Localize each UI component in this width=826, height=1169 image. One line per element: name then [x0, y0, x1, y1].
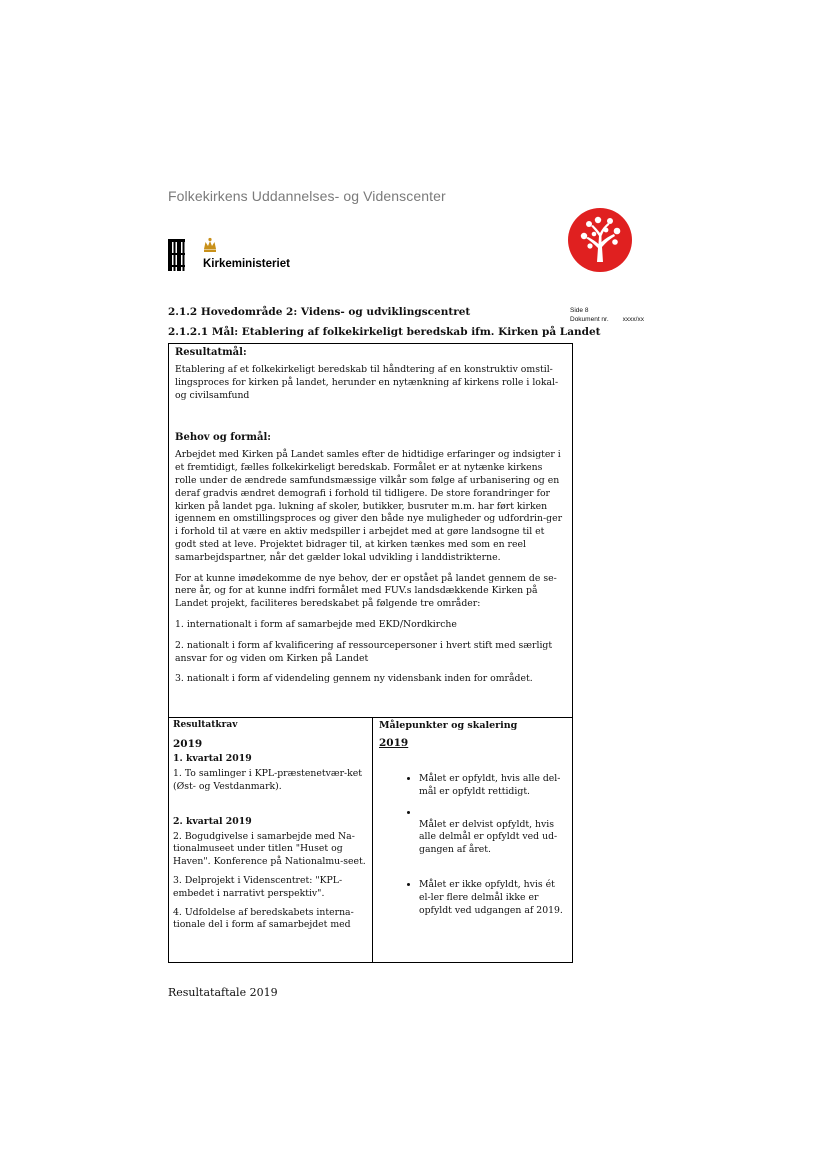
goal-section — [169, 344, 572, 718]
measurement-list — [379, 773, 566, 917]
section-heading: 2.1.2 Hovedområde 2: Videns- og udviklingscentret — [168, 306, 471, 318]
measurement-label: Målepunkter og skalering — [379, 720, 518, 731]
document-value: xxxx/xx — [622, 316, 644, 323]
purpose-item: 2. nationalt i form af kvalificering af ressourcepersoner i hvert stift med særligt ansvar for og viden om Kirken på Landet — [175, 639, 553, 664]
purpose-label: Behov og formål: — [175, 432, 271, 444]
purpose-item: 1. internationalt i form af samarbejde med EKD/Nordkirche — [175, 618, 457, 630]
purpose-paragraph-2: For at kunne imødekomme de nye behov, der er opstået på landet gennem de se-nere år, og for at kunne indfri formålet med FUV.s landsdækkende Kirken på Landet projekt, faciliteres beredskabet på følgende tre områder: — [175, 572, 557, 610]
measurement-column — [373, 718, 572, 962]
measurement-bullet: • Målet er ikke opfyldt, hvis ét el-ler flere delmål ikke er opfyldt ved udgangen af 2019. — [419, 879, 566, 917]
document-label: Dokument nr. — [570, 316, 609, 323]
result-table — [168, 343, 573, 963]
requirement-item: 4. Udfoldelse af beredskabets interna-tionale del i form af samarbejdet med — [173, 906, 354, 931]
measurement-bullet: • Målet er opfyldt, hvis alle del-mål er opfyldt rettidigt. — [419, 773, 566, 799]
purpose-paragraph-1: Arbejdet med Kirken på Landet samles efter de hidtidige erfaringer og indsigter i et fremtidigt, fælles folkekirkeligt beredskab. Formålet er at nytænke kirkens rolle under de ændrede samfundsmæssige vilkår som følge af urbanisering og en deraf gradvis ændret demografi i forhold til tidligere. De store forandringer for kirken på landet pga. lukning af skoler, butikker, busruter m.m. har ført kirken igennem en omstillingsproces og giver den både nye muligheder og udfordrin-ger i forhold til at være en aktiv medspiller i arbejdet med at gøre landsogne til et godt sted at leve. Projektet bidrager til, at kirken tænkes med som en reel samarbejdspartner, når det gælder lokal udvikling i landdistrikterne. — [175, 449, 563, 563]
footer-text: Resultataftale 2019 — [168, 986, 278, 999]
requirements-column — [169, 718, 373, 962]
requirement-item: 2. Bogudgivelse i samarbejde med Na-tionalmuseet under titlen "Huset og Haven". Konference på Nationalmu-seet. — [173, 830, 366, 868]
result-goal-text: Etablering af et folkekirkeligt beredskab til håndtering af en konstruktiv omstil-lingsproces for kirken på landet, herunder en nytænkning af kirkens rolle i lokal- og civilsamfund — [175, 364, 559, 401]
quarter-label: 2. kvartal 2019 — [173, 815, 252, 827]
measurement-bullet — [419, 807, 566, 813]
ministry-name: Kirkeministeriet — [203, 258, 290, 270]
subsection-heading: 2.1.2.1 Mål: Etablering af folkekirkeligt beredskab ifm. Kirken på Landet — [168, 326, 601, 338]
measurement-bullet: Målet er delvist opfyldt, hvis alle delmål er opfyldt ved ud-gangen af året. — [419, 818, 558, 856]
requirement-item: 1. To samlinger i KPL-præstenetvær-ket (Øst- og Vestdanmark). — [173, 768, 363, 792]
tree-logo-icon — [568, 208, 632, 272]
requirements-year: 2019 — [173, 738, 203, 750]
result-goal-label: Resultatmål: — [175, 347, 247, 358]
requirement-item: 3. Delprojekt i Videnscentret: "KPL-embedet i narrativt perspektiv". — [173, 874, 343, 899]
purpose-item: 3. nationalt i form af videndeling gennem ny vidensbank inden for området. — [175, 673, 533, 685]
page-number: Side 8 — [570, 307, 589, 314]
document-number — [570, 315, 644, 324]
quarter-label: 1. kvartal 2019 — [173, 753, 252, 764]
organization-name: Folkekirkens Uddannelses- og Videnscenter — [168, 188, 446, 204]
requirements-label: Resultatkrav — [173, 720, 238, 730]
page-info — [570, 306, 644, 324]
measurement-year: 2019 — [379, 737, 409, 749]
